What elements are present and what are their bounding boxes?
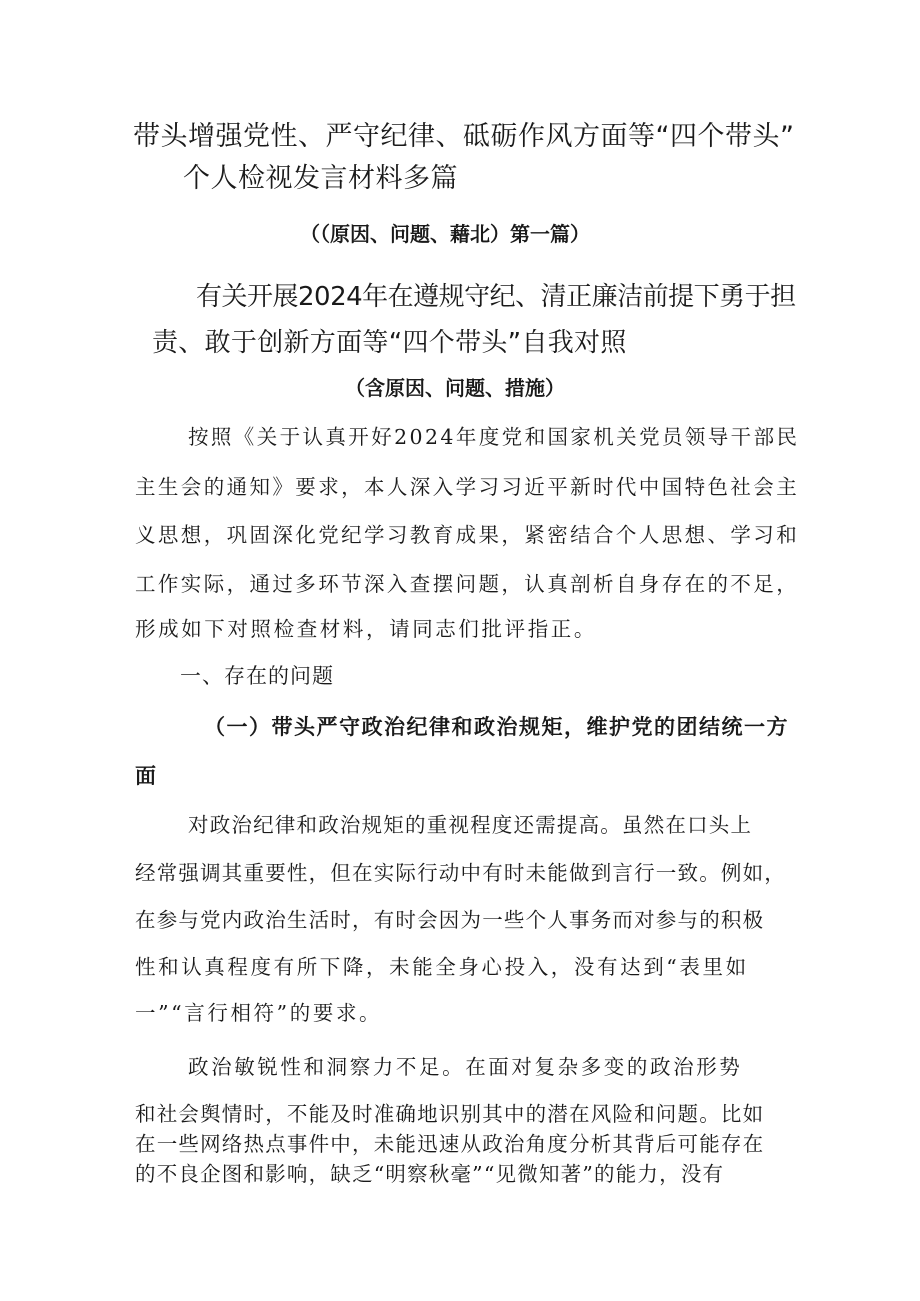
subsection-heading-1-cont: 面 [135,763,158,788]
subsection-heading-1: （一）带头严守政治纪律和政治规矩，维护党的团结统一方 [204,714,789,739]
para1-line: 一”“言行相符”的要求。 [135,1001,383,1025]
article-title-note: （含原因、问题、措施） [345,376,565,400]
main-title-line-1: 带头增强党性、严守纪律、砥砺作风方面等“四个带头” [133,121,795,152]
para2-line: 政治敏锐性和洞察力不足。在面对复杂多变的政治形势 [188,1055,743,1079]
para1-line: 性和认真程度有所下降，未能全身心投入，没有达到“表里如 [135,955,749,979]
section-heading-problems: 一、存在的问题 [180,664,334,688]
main-subtitle: （（原因、问题、藉北）第一篇） [300,222,590,246]
para2-line: 和社会舆情时，不能及时准确地识别其中的潜在风险和问题。比如 [135,1102,765,1126]
para1-line: 在参与党内政治生活时，有时会因为一些个人事务而对参与的积极 [135,908,765,932]
para2-line: 在一些网络热点事件中，未能迅速从政治角度分析其背后可能存在 [135,1132,765,1156]
para1-line: 经常强调其重要性，但在实际行动中有时未能做到言行一致。例如， [135,861,786,885]
article-title-line-1: 有关开展2024年在遵规守纪、清正廉洁前提下勇于担 [196,282,796,312]
article-title-line-2: 责、敢于创新方面等“四个带头”自我对照 [152,328,627,358]
intro-line: 按照《关于认真开好2024年度党和国家机关党员领导干部民 [188,425,800,449]
main-title-line-2: 个人检视发言材料多篇 [183,163,458,194]
intro-line: 形成如下对照检查材料，请同志们批评指正。 [135,617,597,641]
para1-line: 对政治纪律和政治规矩的重视程度还需提高。虽然在口头上 [188,813,753,837]
intro-line: 义思想，巩固深化党纪学习教育成果，紧密结合个人思想、学习和 [135,523,800,547]
para2-line: 的不良企图和影响，缺乏“明察秋毫”“见微知著”的能力，没有 [135,1162,725,1186]
intro-line: 主生会的通知》要求，本人深入学习习近平新时代中国特色社会主 [135,475,800,499]
intro-line: 工作实际，通过多环节深入查摆问题，认真剖析自身存在的不足， [135,572,800,596]
